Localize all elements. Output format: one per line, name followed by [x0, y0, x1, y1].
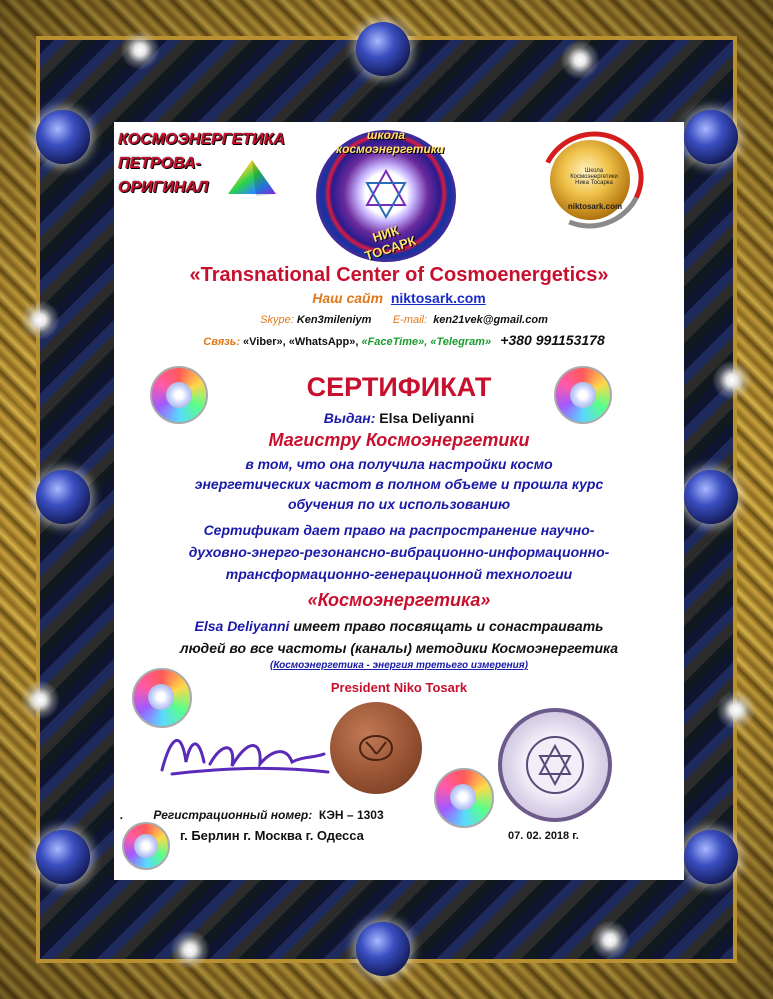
copper-seal — [330, 702, 422, 794]
dimension-note: (Космоэнергетика - энергия третьего измерения) — [270, 660, 528, 671]
sparkle-decoration — [120, 30, 160, 70]
contact-apps-1: «Viber», «WhatsApp», — [243, 336, 359, 348]
sapphire-gem-bottom-right — [684, 830, 738, 884]
issued-label: Выдан: — [323, 410, 376, 426]
certificate-title: СЕРТИФИКАТ — [306, 372, 492, 402]
sapphire-gem-left — [36, 470, 90, 524]
degree-title: Магистру Космоэнергетики — [268, 430, 530, 450]
sparkle-decoration — [590, 920, 630, 960]
body-line: духовно-энерго-резонансно-вибрационно-информационно- — [188, 544, 610, 560]
ornament-knot-icon — [330, 702, 422, 794]
sapphire-gem-bottom — [356, 922, 410, 976]
registration-row — [120, 808, 520, 822]
brand-line: ОРИГИНАЛ — [118, 179, 209, 196]
rainbow-pyramid-icon — [226, 158, 278, 198]
contact-apps-2: «FaceTime», «Telegram» — [361, 336, 492, 348]
skype-value[interactable]: Ken3mileniym — [296, 314, 372, 326]
president-name: President Niko Tosark — [330, 680, 468, 695]
org-title: «Transnational Center of Cosmoenergetics» — [189, 264, 609, 286]
sparkle-decoration — [716, 690, 756, 730]
sapphire-gem-top-left — [36, 110, 90, 164]
sparkle-decoration — [20, 680, 60, 720]
skype-label: Skype: — [260, 314, 294, 326]
sparkle-decoration — [712, 360, 752, 400]
issued-row — [114, 410, 684, 426]
hologram-sticker-corner — [122, 822, 170, 870]
issue-date: 07. 02. 2018 г. — [508, 830, 579, 842]
contact-label: Связь: — [203, 336, 240, 348]
site-link[interactable]: niktosark.com — [390, 290, 486, 306]
sapphire-gem-top-right — [684, 110, 738, 164]
body-line: трансформационно-генерационной технологии — [225, 566, 573, 582]
brand-line: ПЕТРОВА- — [118, 155, 201, 172]
body-line: Сертификат дает право на распространение научно- — [203, 522, 595, 538]
reg-number: КЭН – 1303 — [318, 808, 384, 822]
logo-school-text: школа космоэнергетики — [336, 128, 445, 156]
sapphire-gem-top — [356, 22, 410, 76]
star-icon — [528, 738, 582, 792]
globe-logo-url: niktosark.com — [567, 202, 623, 211]
sapphire-gem-right — [684, 470, 738, 524]
reg-label: Регистрационный номер: — [153, 808, 313, 822]
body-line: в том, что она получила настройки космо — [245, 456, 553, 472]
sapphire-gem-bottom-left — [36, 830, 90, 884]
email-value[interactable]: ken21vek@gmail.com — [433, 314, 548, 326]
certificate-sheet — [114, 122, 684, 880]
technology-name: «Космоэнергетика» — [307, 590, 491, 610]
rights-recipient: Elsa Deliyanni — [194, 618, 290, 634]
globe-logo-text: Школа Космоэнергетики Ника Тосарка — [570, 168, 618, 186]
stamp-inner-ring — [526, 736, 584, 794]
site-row — [114, 290, 684, 306]
hologram-sticker-mid-left — [132, 668, 192, 728]
handwritten-signature — [152, 722, 332, 782]
body-line: обучения по их использованию — [287, 496, 511, 512]
site-label: Наш сайт — [312, 290, 384, 306]
sparkle-decoration — [20, 300, 60, 340]
reg-prefix: . — [120, 808, 124, 822]
recipient-name: Elsa Deliyanni — [379, 410, 475, 426]
messenger-row — [134, 332, 674, 348]
phone-number[interactable]: +380 991153178 — [500, 332, 605, 348]
email-label: E-mail: — [392, 314, 428, 326]
sparkle-decoration — [560, 40, 600, 80]
body-line: энергетических частот в полном объеме и прошла курс — [194, 476, 604, 492]
brand-line: КОСМОЭНЕРГЕТИКА — [118, 131, 285, 148]
sparkle-decoration — [170, 930, 210, 970]
rights-text: имеет право посвящать и сонастраивать — [293, 618, 604, 634]
contact-row — [134, 314, 674, 326]
cities-row: г. Берлин г. Москва г. Одесса — [180, 828, 364, 843]
rights-line — [114, 618, 684, 634]
rights-line: людей во все частоты (каналы) методики Космоэнергетика — [179, 640, 619, 656]
logo-name-text: НИК ТОСАРК — [362, 222, 418, 264]
